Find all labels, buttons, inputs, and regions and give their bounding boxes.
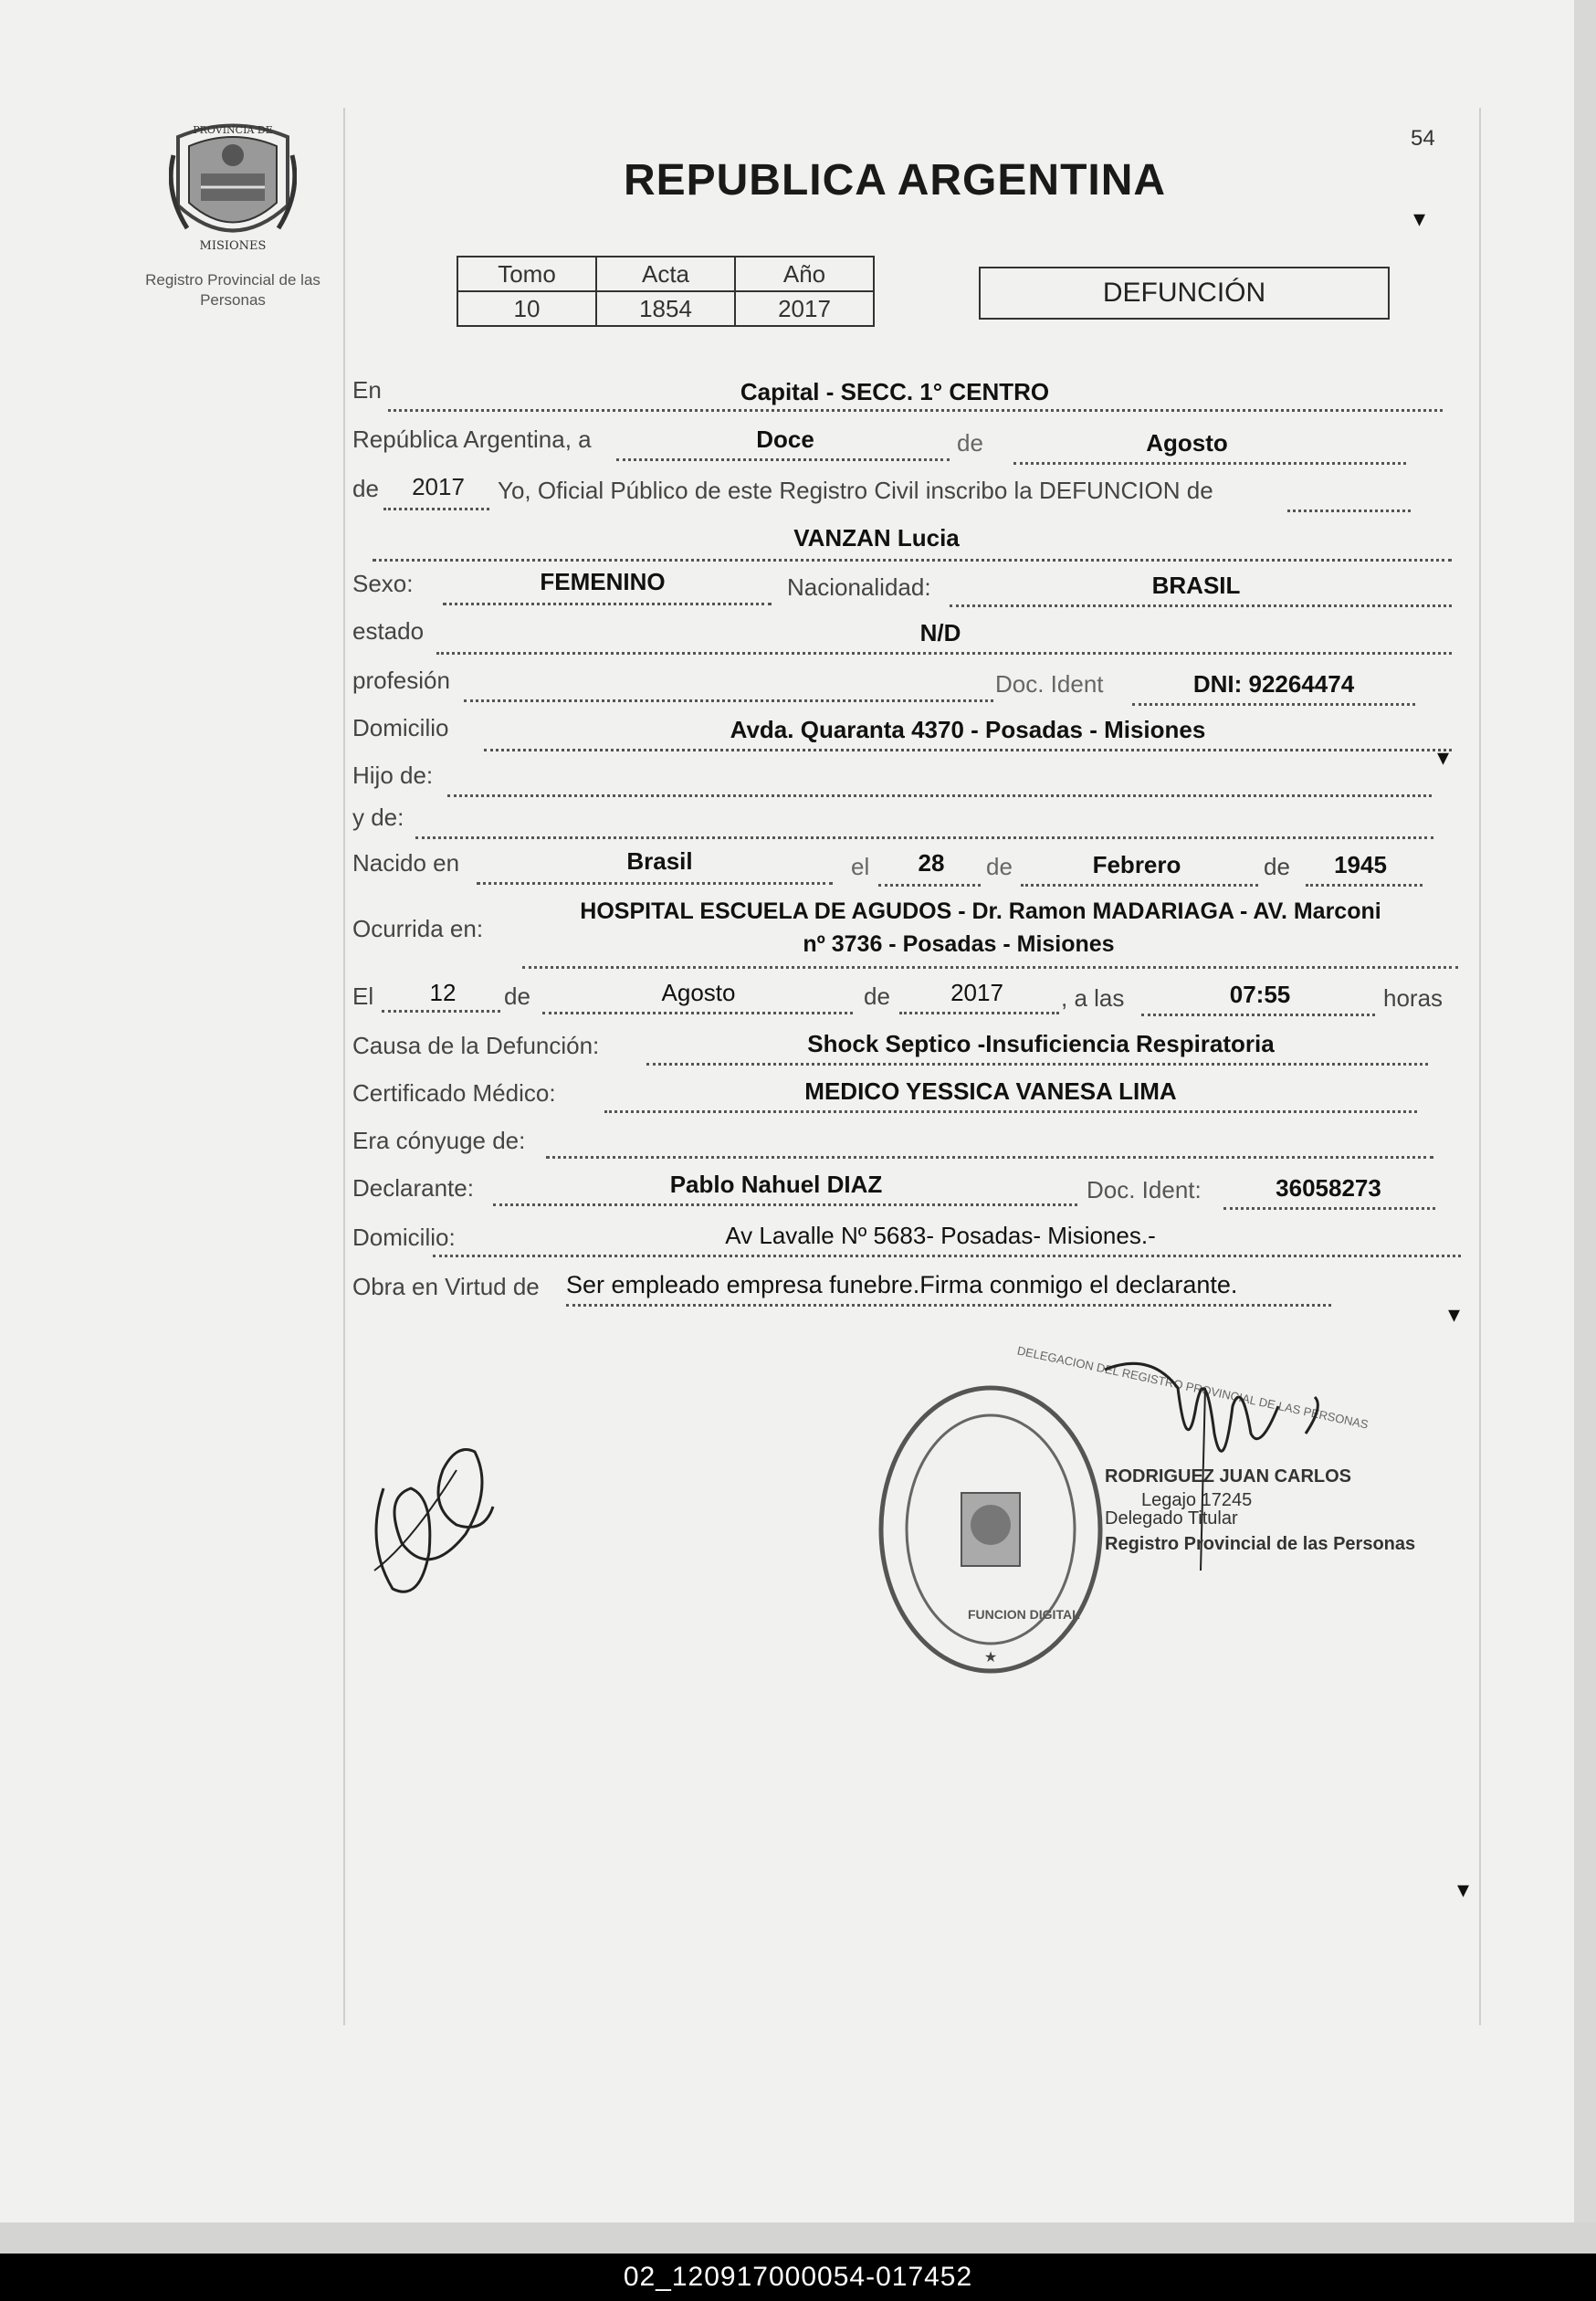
year-dots xyxy=(383,508,489,510)
official-legajo: Legajo 17245 xyxy=(1141,1490,1253,1510)
estado-value: N/D xyxy=(919,619,961,646)
name-dots xyxy=(373,559,1452,562)
causa-value: Shock Septico -Insuficiencia Respiratoria xyxy=(807,1030,1275,1057)
domicilio2-label: Domicilio: xyxy=(352,1224,456,1251)
republica-label: República Argentina, a xyxy=(352,426,592,453)
seal-ring-text: DELEGACION DEL REGISTRO PROVINCIAL DE LAS PERSONAS xyxy=(1015,1343,1370,1432)
nacido-el-label: el xyxy=(851,853,870,880)
obra-value: Ser empleado empresa funebre.Firma conmigo el declarante. xyxy=(566,1271,1238,1298)
ref-value-tomo: 10 xyxy=(457,291,596,326)
fecha-alas-label: , a las xyxy=(1061,984,1125,1012)
certificado-label: Certificado Médico: xyxy=(352,1079,556,1107)
profesion-dots xyxy=(464,699,993,702)
nacido-label: Nacido en xyxy=(352,849,460,877)
nacido-place-dots xyxy=(477,882,833,885)
nacionalidad-dots xyxy=(950,604,1452,607)
ref-value-acta: 1854 xyxy=(596,291,735,326)
causa-dots xyxy=(646,1063,1428,1066)
sexo-dots xyxy=(443,603,772,605)
declarante-doc-label: Doc. Ident: xyxy=(1087,1176,1202,1203)
ocurrida-line-2: nº 3736 - Posadas - Misiones xyxy=(803,931,1115,957)
fecha-horas-label: horas xyxy=(1383,984,1444,1012)
nacido-year-dots xyxy=(1306,884,1423,887)
nacionalidad-value: BRASIL xyxy=(1151,572,1241,599)
nacionalidad-label: Nacionalidad: xyxy=(787,573,931,601)
official-role: Delegado Titular xyxy=(1105,1508,1238,1529)
inscription-text: Yo, Oficial Público de este Registro Civil inscribo la DEFUNCION de xyxy=(498,477,1213,504)
doc-label: Doc. Ident xyxy=(995,670,1104,698)
hijo-de-label: Hijo de: xyxy=(352,762,434,789)
registry-label: Registro Provincial de las Personas xyxy=(145,271,320,309)
estado-label: estado xyxy=(352,617,425,645)
margin-tick-mark-bottom: ▾ xyxy=(1457,1875,1470,1903)
declarante-label: Declarante: xyxy=(352,1174,474,1202)
republica-de-label: de xyxy=(957,429,983,457)
sheet-edge xyxy=(1574,0,1596,2254)
profesion-label: profesión xyxy=(352,667,450,694)
month-dots xyxy=(1013,462,1406,465)
en-dots xyxy=(388,409,1443,412)
fecha-time-dots xyxy=(1141,1014,1375,1016)
svg-text:★: ★ xyxy=(983,1650,998,1665)
nacido-de-label-2: de xyxy=(1264,853,1290,880)
province-crest-logo xyxy=(169,119,297,256)
declarante-value: Pablo Nahuel DIAZ xyxy=(669,1171,883,1198)
causa-label: Causa de la Defunción: xyxy=(352,1032,600,1059)
margin-tick-mark-mid: ▾ xyxy=(1448,1300,1461,1328)
ref-value-anio: 2017 xyxy=(735,291,874,326)
inscription-dots xyxy=(1287,510,1411,512)
sexo-value: FEMENINO xyxy=(540,568,666,595)
left-margin-line xyxy=(343,108,345,2025)
document-title: REPUBLICA ARGENTINA xyxy=(623,156,1167,205)
margin-tick-mark-top: ▾ xyxy=(1413,205,1426,232)
conyuge-dots xyxy=(546,1156,1433,1159)
declarante-doc-dots xyxy=(1223,1207,1435,1210)
nacido-year: 1945 xyxy=(1334,851,1387,878)
ocurrida-dots xyxy=(522,966,1458,969)
page-number: 54 xyxy=(1411,126,1435,151)
nacido-place: Brasil xyxy=(626,847,693,875)
domicilio-value: Avda. Quaranta 4370 - Posadas - Misiones xyxy=(730,716,1206,743)
deceased-name: VANZAN Lucia xyxy=(793,524,960,552)
ref-header-tomo: Tomo xyxy=(457,257,596,291)
nacido-month: Febrero xyxy=(1092,851,1181,878)
fecha-month-dots xyxy=(542,1012,853,1014)
nacido-day-dots xyxy=(878,884,981,887)
hijo-de-dots xyxy=(447,794,1432,797)
ref-header-anio: Año xyxy=(735,257,874,291)
fecha-month: Agosto xyxy=(661,979,736,1006)
doc-dots xyxy=(1132,703,1415,706)
fecha-de-label: de xyxy=(504,982,530,1010)
fecha-el-label: El xyxy=(352,982,374,1010)
reference-table xyxy=(457,256,875,327)
year-value: 2017 xyxy=(412,473,465,500)
fecha-day-dots xyxy=(382,1010,500,1013)
y-de-label: y de: xyxy=(352,804,404,831)
fecha-year: 2017 xyxy=(950,979,1003,1006)
official-name: RODRIGUEZ JUAN CARLOS xyxy=(1105,1466,1352,1487)
svg-text:MISIONES: MISIONES xyxy=(199,239,267,253)
estado-dots xyxy=(436,652,1452,655)
fecha-day: 12 xyxy=(429,979,457,1006)
nacido-day: 28 xyxy=(918,849,945,877)
obra-dots xyxy=(566,1304,1331,1307)
fecha-year-dots xyxy=(899,1012,1059,1014)
declarant-signature xyxy=(356,1434,511,1607)
sexo-label: Sexo: xyxy=(352,570,414,597)
official-registry: Registro Provincial de las Personas xyxy=(1105,1534,1416,1554)
act-type-box: DEFUNCIÓN xyxy=(979,267,1390,320)
domicilio-label: Domicilio xyxy=(352,714,449,741)
ref-header-acta: Acta xyxy=(596,257,735,291)
day-dots xyxy=(616,458,950,461)
scan-bottom-band xyxy=(0,2222,1596,2254)
scan-footer-id: 02_120917000054-017452 xyxy=(0,2254,1596,2301)
ocurrida-line-1: HOSPITAL ESCUELA DE AGUDOS - Dr. Ramon MADARIAGA - AV. Marconi xyxy=(580,898,1381,924)
nacido-month-dots xyxy=(1021,884,1258,887)
domicilio-dots xyxy=(484,749,1452,751)
domicilio2-dots xyxy=(433,1255,1461,1257)
right-margin-line xyxy=(1479,108,1481,2025)
republica-day: Doce xyxy=(756,426,814,453)
en-value: Capital - SECC. 1° CENTRO xyxy=(740,378,1050,405)
certificado-dots xyxy=(604,1110,1417,1113)
fecha-time: 07:55 xyxy=(1229,981,1291,1008)
seal-inner-text: FUNCION DIGITAL xyxy=(968,1607,1080,1622)
conyuge-label: Era cónyuge de: xyxy=(352,1127,526,1154)
svg-text:PROVINCIA DE: PROVINCIA DE xyxy=(193,124,273,136)
official-seal xyxy=(872,1379,1109,1680)
obra-label: Obra en Virtud de xyxy=(352,1273,540,1300)
doc-value: DNI: 92264474 xyxy=(1192,670,1355,698)
y-de-dots xyxy=(415,836,1433,839)
ocurrida-label: Ocurrida en: xyxy=(352,915,484,942)
declarante-dots xyxy=(493,1203,1077,1206)
en-label: En xyxy=(352,376,382,404)
republica-month: Agosto xyxy=(1146,429,1228,457)
declarante-doc-value: 36058273 xyxy=(1276,1174,1381,1202)
certificado-value: MEDICO YESSICA VANESA LIMA xyxy=(804,1077,1177,1105)
margin-tick-mark: ▾ xyxy=(1437,743,1450,771)
domicilio2-value: Av Lavalle Nº 5683- Posadas- Misiones.- xyxy=(725,1222,1156,1249)
fecha-de-label-2: de xyxy=(864,982,890,1010)
year-de-label: de xyxy=(352,475,379,502)
nacido-de-label: de xyxy=(986,853,1013,880)
